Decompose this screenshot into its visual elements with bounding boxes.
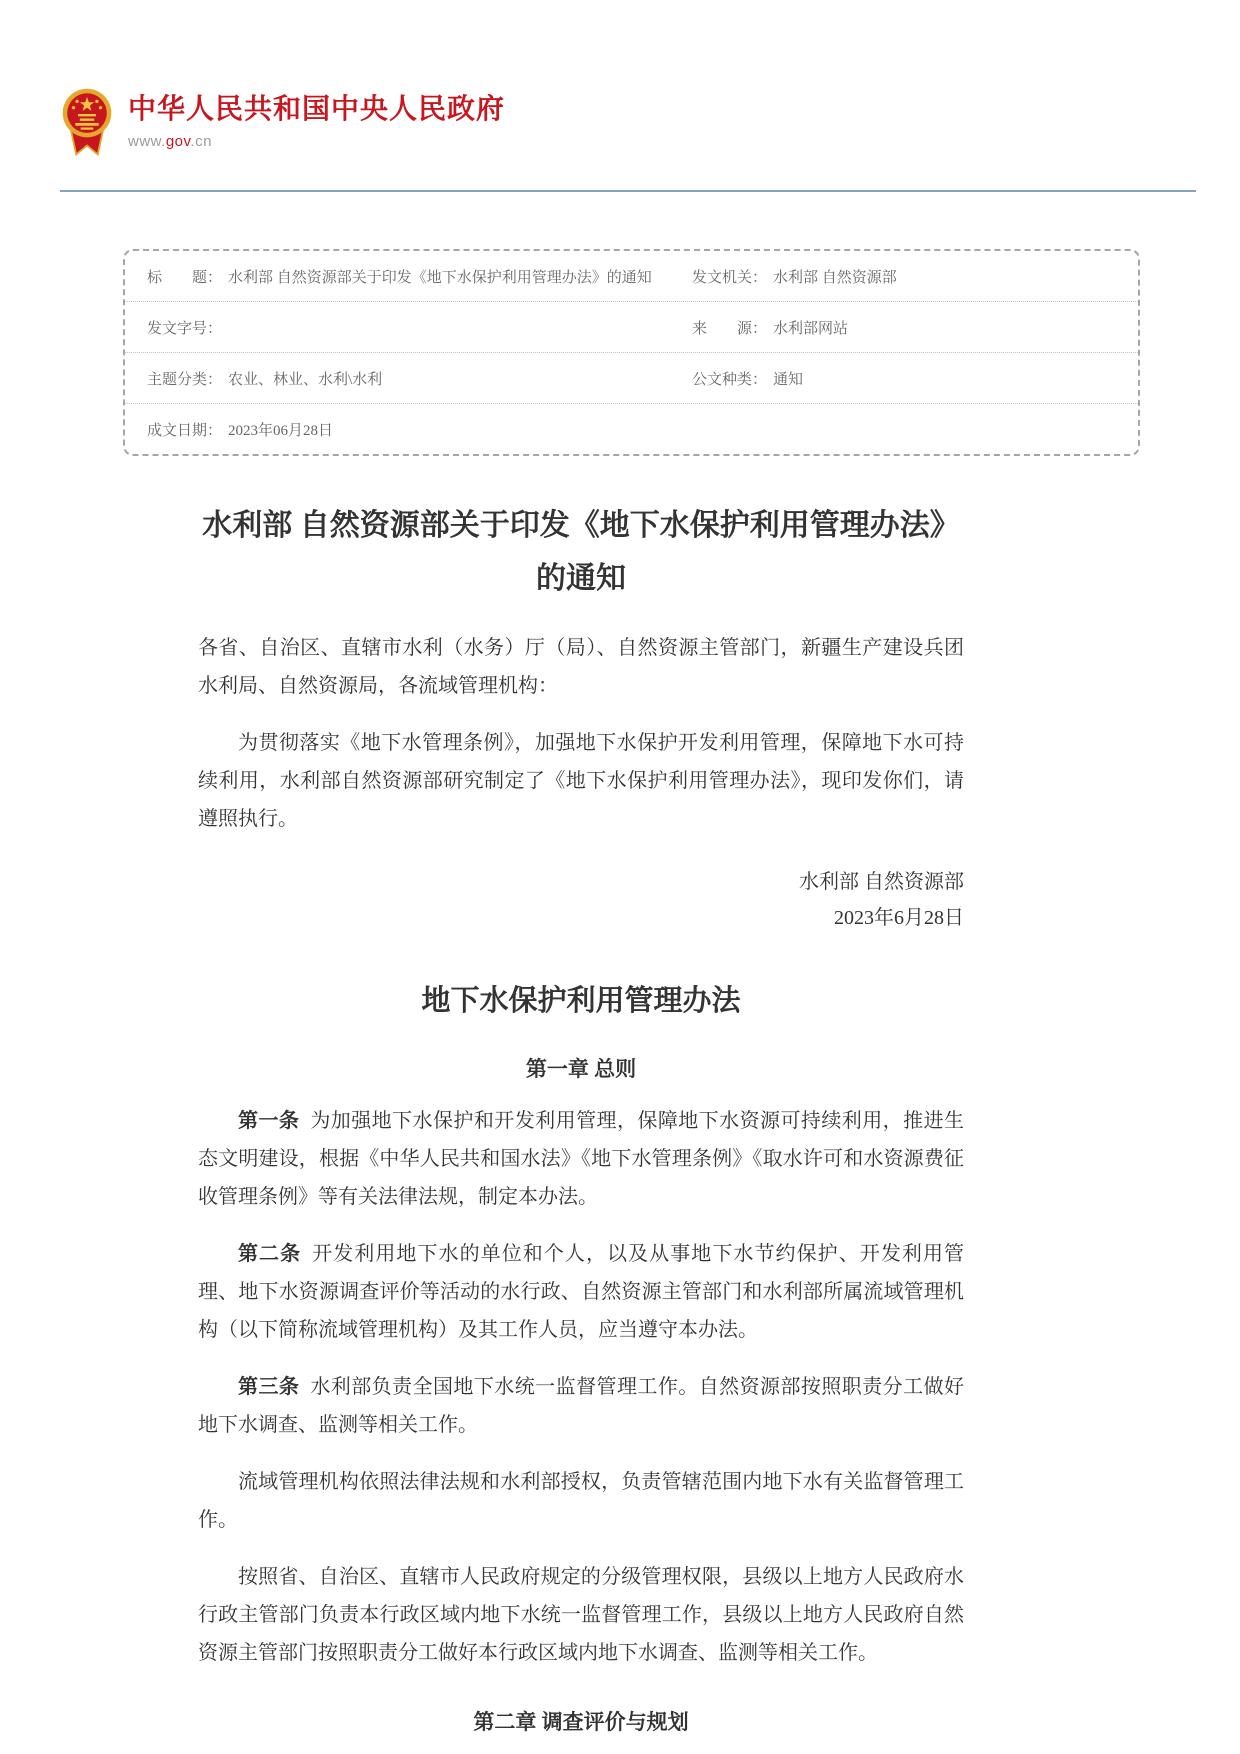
article-2-paragraph [198,1235,964,1349]
meta-field-issuer [692,266,1116,287]
chapter-2-heading: 第二章 调查评价与规划 [473,1710,689,1734]
meta-field-title [147,266,692,287]
field-value: 水利部 自然资源部 [773,269,897,286]
intro-paragraph: 为贯彻落实《地下水管理条例》，加强地下水保护开发利用管理，保障地下水可持续利用，水利部自然资源部研究制定了《地下水保护利用管理办法》，现印发你们，请遵照执行。 [198,732,964,830]
signature-agency: 水利部 自然资源部 [799,871,964,893]
article-1-number: 第一条 [238,1110,300,1132]
chapter-1-heading: 第一章 总则 [525,1057,637,1081]
url-gov: gov [165,132,191,150]
meta-field-source [692,317,1116,338]
article-3-text: 水利部负责全国地下水统一监督管理工作。自然资源部按照职责分工做好地下水调查、监测等相关工作。 [198,1376,965,1436]
meta-field-date [147,419,692,440]
header-divider [60,190,1196,192]
article-3-number: 第三条 [238,1376,300,1398]
article-2-text: 开发利用地下水的单位和个人，以及从事地下水节约保护、开发利用管理、地下水资源调查评价等活动的水行政、自然资源主管部门和水利部所属流域管理机构（以下简称流域管理机构）及其工作人员，应当遵守本办法。 [198,1243,965,1341]
field-value: 水利部网站 [773,320,849,337]
meta-row-date [125,404,1138,454]
signature-date: 2023年6月28日 [834,907,964,929]
article-3-paragraph [198,1368,964,1444]
field-value: 2023年06月28日 [228,422,334,439]
meta-row-title [125,251,1138,302]
field-value: 水利部 自然资源部关于印发《地下水保护利用管理办法》的通知 [228,269,652,286]
meta-row-category [125,353,1138,404]
signature-block [198,864,964,936]
regulation-title: 地下水保护利用管理办法 [421,985,741,1017]
field-label: 公文种类： [692,371,768,388]
field-value: 农业、林业、水利\水利 [228,371,383,388]
field-label: 主题分类： [147,371,223,388]
article-1-text: 为加强地下水保护和开发利用管理，保障地下水资源可持续利用，推进生态文明建设，根据《中华人民共和国水法》《地下水管理条例》《取水许可和水资源费征收管理条例》等有关法律法规，制定本办法。 [198,1110,965,1208]
url-cn: .cn [190,132,212,150]
field-label: 发文字号： [147,320,223,337]
local-authority-paragraph: 按照省、自治区、直辖市人民政府规定的分级管理权限，县级以上地方人民政府水行政主管部门负责本行政区域内地下水统一监督管理工作，县级以上地方人民政府自然资源主管部门按照职责分工做好本行政区域内地下水调查、监测等相关工作。 [198,1566,964,1664]
meta-field-docnumber [147,317,692,338]
document-title: 水利部 自然资源部关于印发《地下水保护利用管理办法》的通知 [202,509,960,595]
meta-field-category [147,368,692,389]
field-label: 来 源： [692,320,768,337]
document-meta-box [123,249,1140,456]
site-url [128,133,505,150]
field-label: 发文机关： [692,269,768,286]
field-label: 标 题： [147,269,223,286]
field-label: 成文日期： [147,422,223,439]
url-www: www. [128,132,166,150]
site-header [0,0,1240,160]
field-value: 通知 [773,371,804,388]
salutation-paragraph: 各省、自治区、直辖市水利（水务）厅（局）、自然资源主管部门，新疆生产建设兵团水利局、自然资源局，各流域管理机构： [198,637,964,697]
brand-text[interactable] [128,86,505,150]
meta-field-doctype [692,368,1116,389]
basin-authority-paragraph: 流域管理机构依照法律法规和水利部授权，负责管辖范围内地下水有关监督管理工作。 [198,1471,964,1531]
national-emblem-icon[interactable] [60,86,114,160]
site-title: 中华人民共和国中央人民政府 [128,93,506,124]
meta-row-docnumber [125,302,1138,353]
article-1-paragraph [198,1102,964,1216]
document-body [198,500,964,1736]
article-2-number: 第二条 [238,1243,302,1265]
